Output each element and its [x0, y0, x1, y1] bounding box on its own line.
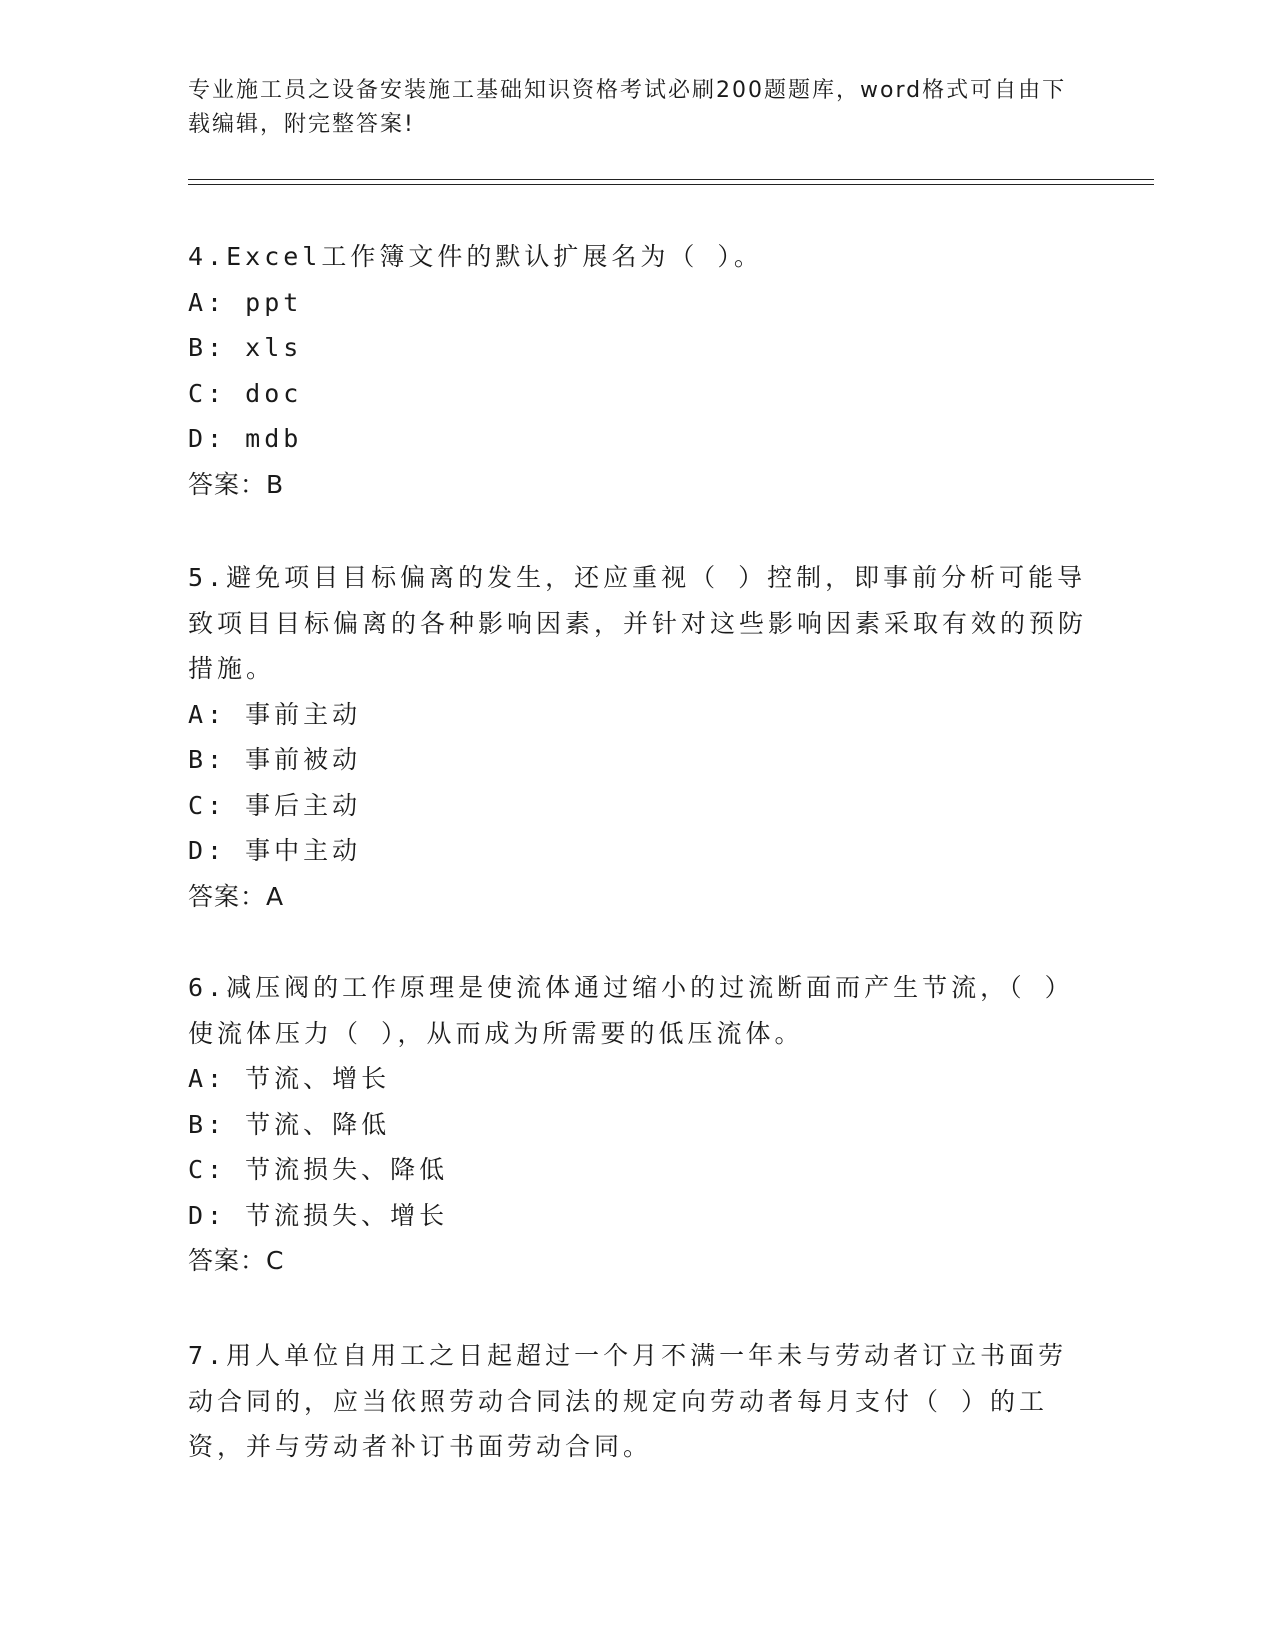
question-stem: 7.用人单位自用工之日起超过一个月不满一年未与劳动者订立书面劳动合同的，应当依照劳动合同法的规定向劳动者每月支付（ ）的工资，并与劳动者补订书面劳动合同。	[188, 1341, 1068, 1461]
question-stem: 6.减压阀的工作原理是使流体通过缩小的过流断面而产生节流，（ ）使流体压力（ ），从而成为所需要的低压流体。	[188, 973, 1074, 1048]
question-stem: 4.Excel工作簿文件的默认扩展名为（ ）。	[188, 242, 763, 271]
header-divider-top	[188, 179, 1154, 180]
answer-line: 答案：A	[188, 881, 285, 911]
question-4	[188, 234, 1088, 507]
option-c: C: 事后主动	[188, 790, 362, 820]
answer-line: 答案：C	[188, 1246, 285, 1275]
option-a: A: 事前主动	[188, 699, 362, 729]
question-5	[188, 555, 1088, 919]
question-6	[188, 965, 1088, 1284]
question-7	[188, 1333, 1088, 1470]
option-d: D: 事中主动	[188, 836, 362, 865]
option-b: B: 事前被动	[188, 745, 362, 774]
option-c: C: 节流损失、降低	[188, 1155, 449, 1184]
option-d: D: 节流损失、增长	[188, 1200, 449, 1230]
option-a: A: ppt	[188, 287, 303, 317]
option-a: A: 节流、增长	[188, 1064, 391, 1093]
question-stem: 5.避免项目目标偏离的发生，还应重视（ ）控制，即事前分析可能导致项目目标偏离的各种影响因素，并针对这些影响因素采取有效的预防措施。	[188, 563, 1088, 683]
header-divider-bottom	[188, 184, 1154, 185]
document-header-title: 专业施工员之设备安装施工基础知识资格考试必刷200题题库，word格式可自由下载编辑，附完整答案!	[188, 78, 1067, 137]
option-d: D: mdb	[188, 424, 303, 453]
option-c: C: doc	[188, 378, 303, 408]
option-b: B: xls	[188, 333, 303, 362]
answer-line: 答案：B	[188, 469, 285, 499]
option-b: B: 节流、降低	[188, 1109, 391, 1139]
